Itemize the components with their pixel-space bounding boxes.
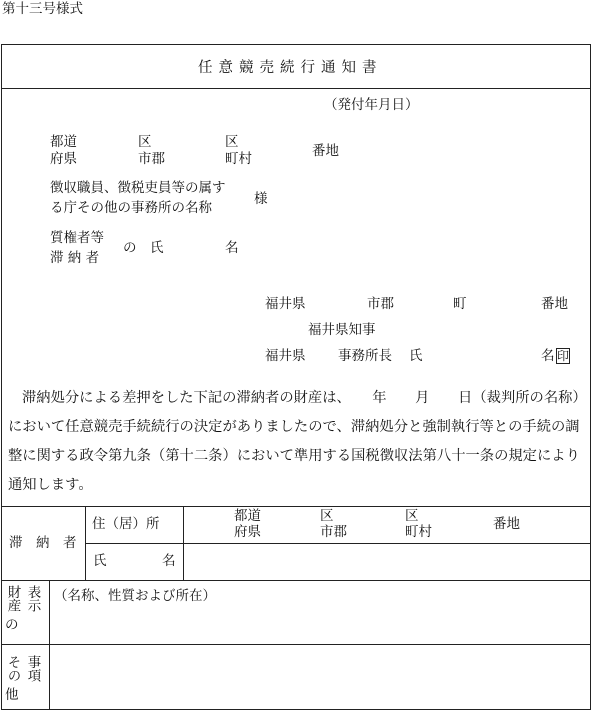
addressee-town-line2: 町村 <box>225 151 252 167</box>
sender-pref: 福井県 <box>265 296 306 312</box>
property-label-no: の <box>5 617 19 633</box>
title-divider <box>1 88 591 89</box>
table-pref-line2: 府県 <box>234 524 261 540</box>
addressee-ward-line1: 区 <box>138 134 152 150</box>
seal-stamp: 印 <box>557 349 570 363</box>
addressee-office-line2: る庁その他の事務所の名称 <box>50 200 212 216</box>
holder-mei: 名 <box>225 240 239 256</box>
addressee-ward2-line1: 区 <box>225 134 239 150</box>
table-row-divider <box>85 543 591 544</box>
sender-town: 町 <box>453 296 467 312</box>
table-pref-line1: 都道 <box>234 508 261 524</box>
property-note: （名称、性質および所在） <box>54 588 216 604</box>
table-top-border <box>1 506 591 507</box>
table-banchi: 番地 <box>493 516 520 532</box>
addressee-sama: 様 <box>254 191 268 207</box>
sender-office-head: 事務所長 <box>338 348 392 364</box>
table-label-divider <box>49 580 50 710</box>
form-frame <box>1 44 591 710</box>
property-label-col-a: 財産 <box>4 585 21 612</box>
delinquent-label: 滞 納 者 <box>9 535 77 551</box>
name-label-mei: 名 <box>162 553 176 569</box>
holder-no-uji: の 氏 <box>123 240 164 256</box>
other-label-ta: 他 <box>5 687 19 703</box>
holder-line1: 質権者等 <box>50 230 104 246</box>
table-col2-divider <box>183 506 184 580</box>
addressee-city-line2: 市郡 <box>138 151 165 167</box>
table-property-top <box>1 580 591 581</box>
body-line-1: 滞納処分による差押をした下記の滞納者の財産は、 年 月 日（裁判所の名称） <box>22 390 587 406</box>
table-other-top <box>1 644 591 645</box>
sender-mei: 名 <box>541 348 555 364</box>
sender-banchi: 番地 <box>541 296 568 312</box>
addressee-pref-line1: 都道 <box>50 134 77 150</box>
form-title: 任意競売続行通知書 <box>198 60 383 76</box>
addressee-banchi: 番地 <box>312 143 339 159</box>
sender-governor: 福井県知事 <box>308 322 376 338</box>
address-label: 住（居）所 <box>92 516 160 532</box>
sender-office-pref: 福井県 <box>265 348 306 364</box>
other-label-col-b: 事項 <box>24 655 41 682</box>
form-number: 第十三号様式 <box>2 1 83 17</box>
addressee-office-line1: 徴収職員、徴税吏員等の属す <box>50 180 226 196</box>
name-label-uji: 氏 <box>93 553 107 569</box>
other-label-col-a: その <box>4 655 21 682</box>
addressee-pref-line2: 府県 <box>50 151 77 167</box>
body-paragraph <box>8 384 586 500</box>
table-ward-line1: 区 <box>320 508 334 524</box>
body-line-4: 通知します。 <box>8 477 93 493</box>
sender-uji: 氏 <box>409 348 423 364</box>
body-line-3: 整に関する政令第九条（第十二条）において準用する国税徴収法第八十一条の規定により <box>8 448 580 464</box>
table-col1-divider <box>85 506 86 580</box>
table-city-line2: 市郡 <box>320 524 347 540</box>
property-label-col-b: 表示 <box>24 585 41 612</box>
sender-city: 市郡 <box>367 296 394 312</box>
issue-date-label: （発付年月日） <box>324 97 419 113</box>
table-ward2-line1: 区 <box>405 508 419 524</box>
body-line-2: において任意競売手続続行の決定がありましたので、滞納処分と強制執行等との手続の調 <box>8 419 580 435</box>
holder-line2: 滞 納 者 <box>50 250 100 266</box>
table-town-line2: 町村 <box>405 524 432 540</box>
